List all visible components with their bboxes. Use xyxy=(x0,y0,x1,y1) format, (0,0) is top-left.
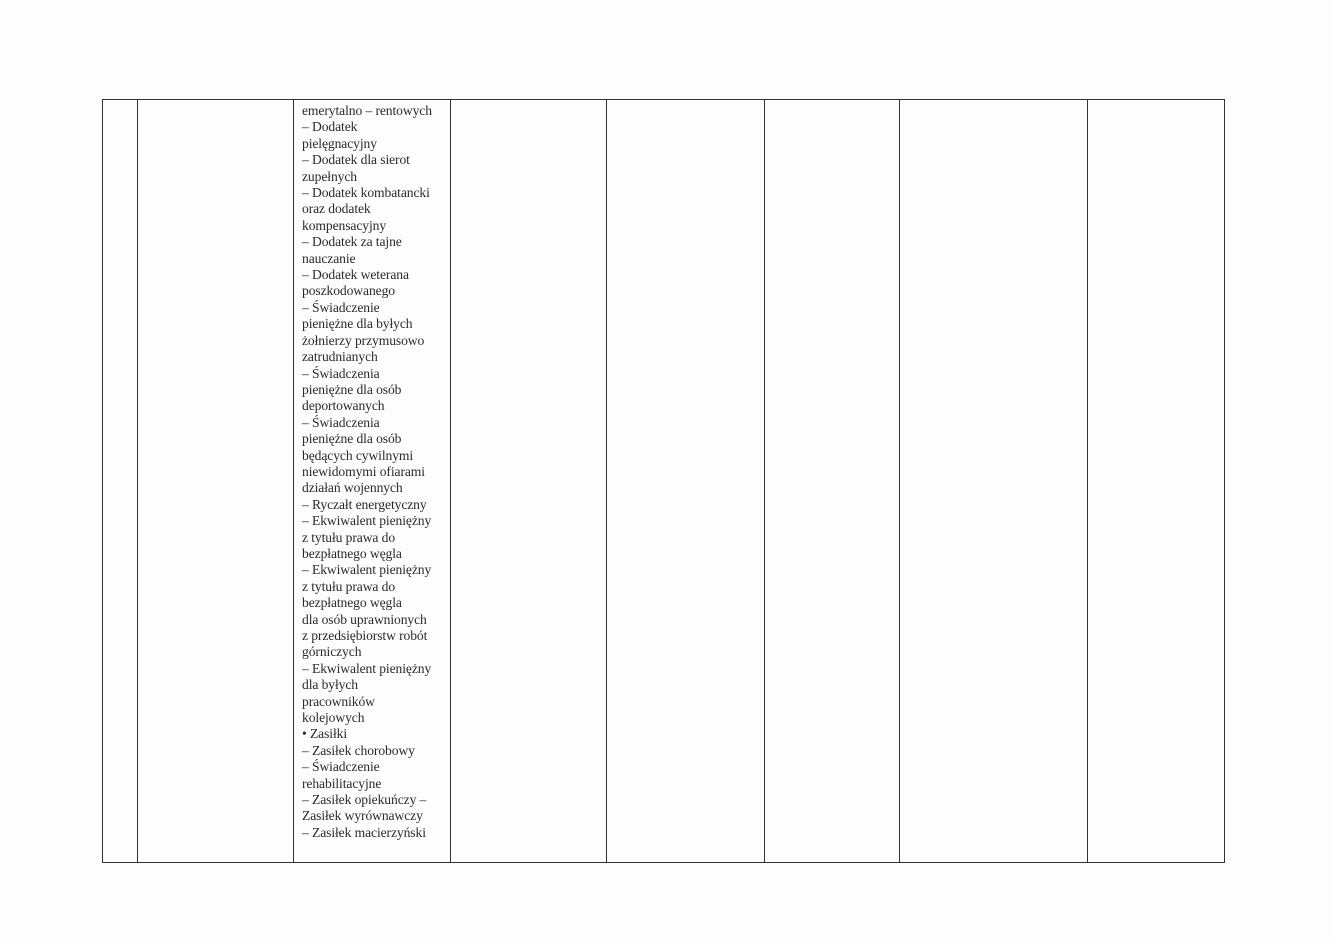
benefit-line: emerytalno – rentowych xyxy=(302,103,432,118)
benefit-line: – Zasiłek chorobowy xyxy=(302,742,415,758)
benefit-line: – Dodatek dla sierot xyxy=(302,152,410,168)
benefit-line: nauczanie xyxy=(302,250,356,266)
benefit-line: deportowanych xyxy=(302,398,385,414)
benefit-line: działań wojennych xyxy=(302,480,403,496)
benefit-line: pielęgnacyjny xyxy=(302,135,377,151)
benefit-line: – Ryczałt energetyczny xyxy=(302,496,427,512)
benefit-line: rehabilitacyjne xyxy=(302,775,382,791)
benefit-line: – Ekwiwalent pieniężny xyxy=(302,562,432,578)
column-divider xyxy=(137,100,138,862)
benefit-line: żołnierzy przymusowo xyxy=(302,332,425,348)
benefit-line: bezpłatnego węgla xyxy=(302,595,402,611)
benefit-line: – Świadczenie xyxy=(302,299,380,315)
benefit-line: z tytułu prawa do xyxy=(302,578,396,594)
benefit-line: – Ekwiwalent pieniężny xyxy=(302,513,432,529)
benefit-line: górniczych xyxy=(302,644,362,660)
benefit-line: zupełnych xyxy=(302,168,357,184)
benefit-line: – Ekwiwalent pieniężny xyxy=(302,660,432,676)
benefit-line: – Dodatek za tajne xyxy=(302,234,402,250)
benefit-line: pieniężne dla osób xyxy=(302,431,402,447)
benefit-line: kolejowych xyxy=(302,710,365,726)
column-divider xyxy=(606,100,607,862)
benefit-line: pieniężne dla osób xyxy=(302,381,402,397)
benefit-line: – Świadczenia xyxy=(302,365,380,381)
benefit-line: poszkodowanego xyxy=(302,283,395,299)
benefit-line: dla osób uprawnionych xyxy=(302,611,427,627)
column-divider xyxy=(1087,100,1088,862)
benefit-line: Zasiłek wyrównawczy xyxy=(302,808,423,824)
column-divider xyxy=(293,100,294,862)
benefit-line: – Świadczenia xyxy=(302,414,380,430)
benefit-line: – Dodatek xyxy=(302,119,358,135)
benefit-line: – Świadczenie xyxy=(302,759,380,775)
benefit-line: niewidomymi ofiarami xyxy=(302,463,425,479)
benefit-line: • Zasiłki xyxy=(302,726,348,742)
benefit-line: z tytułu prawa do xyxy=(302,529,396,545)
benefit-line: – Dodatek weterana xyxy=(302,267,409,283)
column-divider xyxy=(899,100,900,862)
benefit-line: będących cywilnymi xyxy=(302,447,414,463)
benefit-line: bezpłatnego węgla xyxy=(302,545,402,561)
column-divider xyxy=(764,100,765,862)
benefit-list-cell xyxy=(302,103,450,841)
benefit-line: – Dodatek kombatancki xyxy=(302,185,430,201)
benefit-line: zatrudnianych xyxy=(302,349,378,365)
benefit-line: z przedsiębiorstw robót xyxy=(302,628,428,643)
document-table xyxy=(102,99,1225,863)
benefit-line: – Zasiłek opiekuńczy – xyxy=(302,792,427,808)
benefit-line: oraz dodatek xyxy=(302,201,371,217)
benefit-line: dla byłych xyxy=(302,677,359,693)
benefit-line: – Zasiłek macierzyński xyxy=(302,824,426,840)
benefit-line: kompensacyjny xyxy=(302,217,387,233)
benefit-line: pieniężne dla byłych xyxy=(302,316,413,332)
benefit-line: pracowników xyxy=(302,693,375,709)
column-divider xyxy=(450,100,451,862)
